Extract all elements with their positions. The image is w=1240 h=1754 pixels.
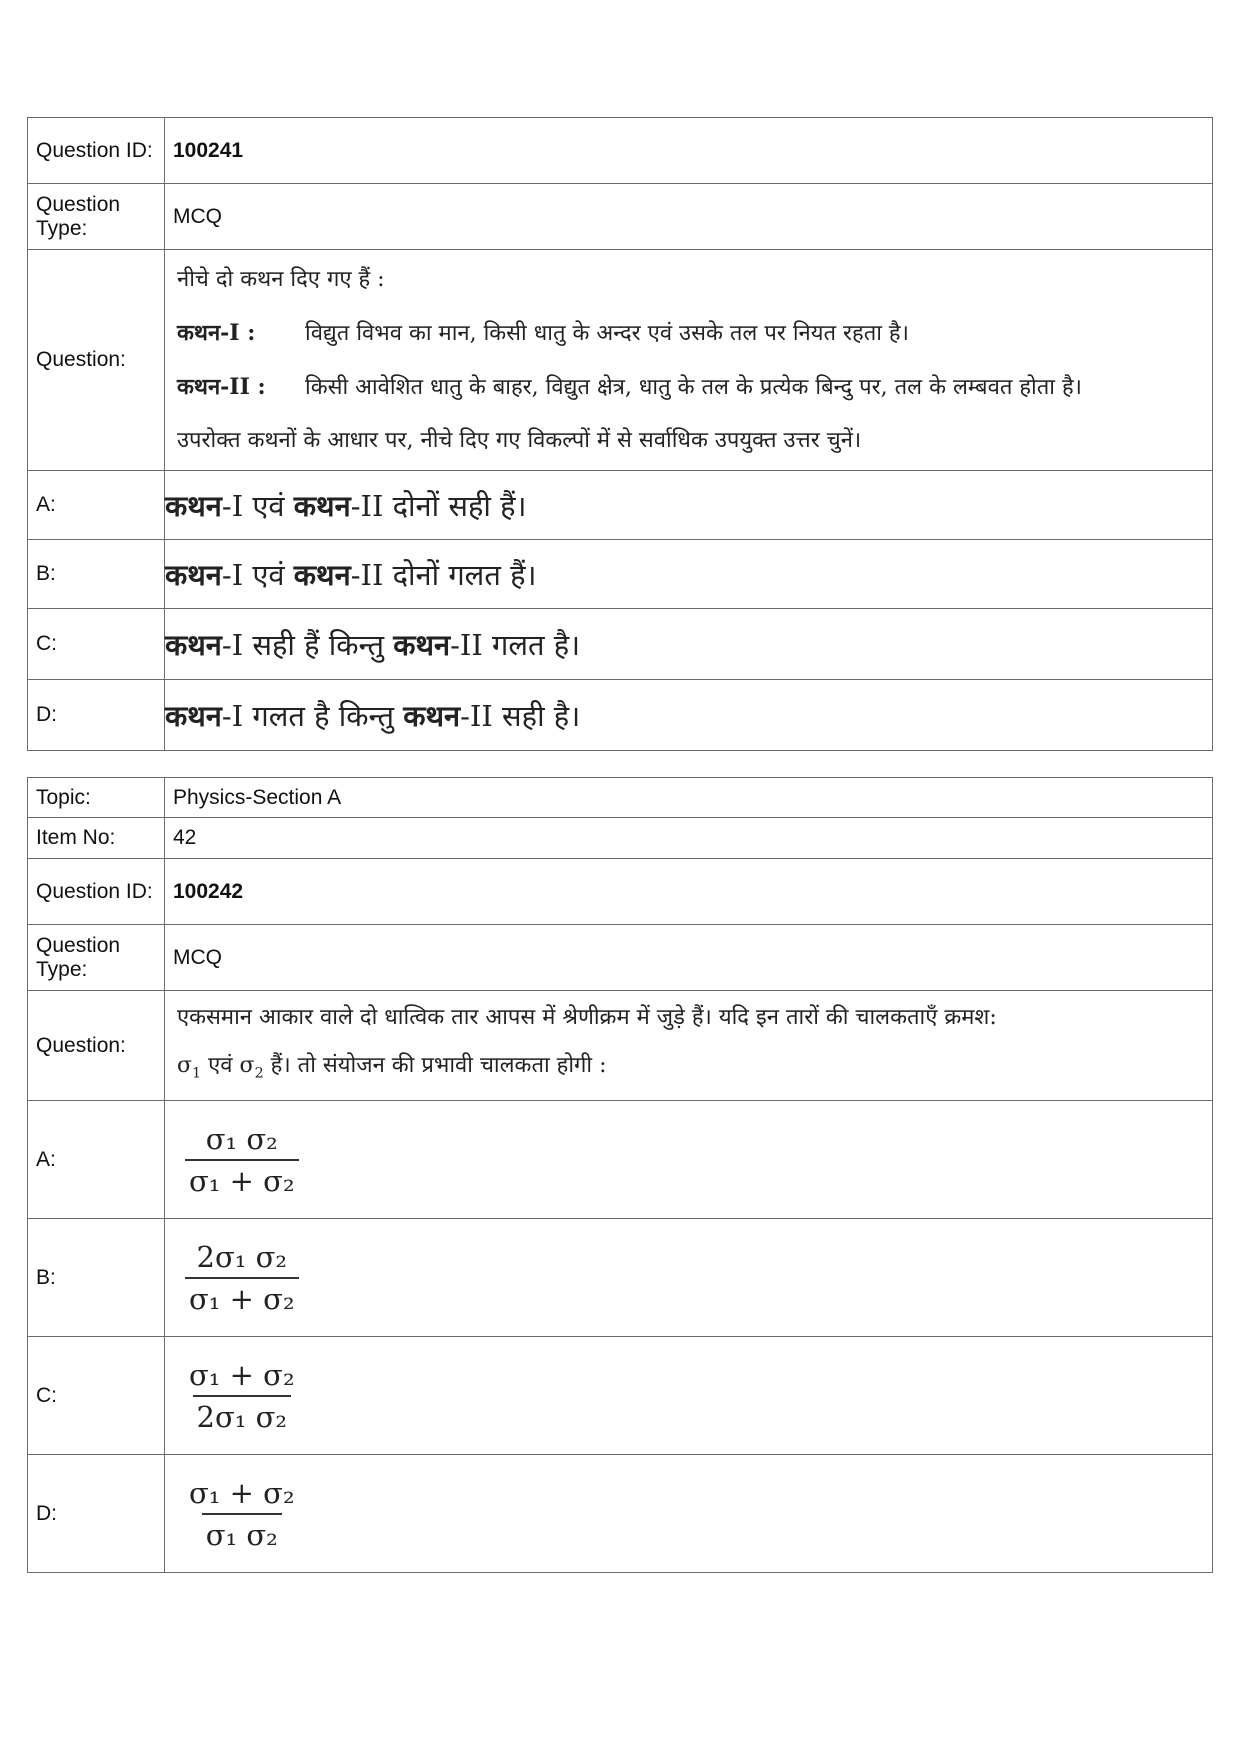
option-a-label: A:: [28, 1101, 165, 1219]
option-d-formula: [165, 1455, 1213, 1573]
option-d-row: [28, 1455, 1213, 1573]
question-type-value: MCQ: [165, 184, 1213, 250]
option-b-row: [28, 540, 1213, 609]
option-c-label: C:: [28, 1337, 165, 1455]
question-intro: नीचे दो कथन दिए गए हैं :: [177, 266, 385, 292]
option-d-row: [28, 680, 1213, 751]
option-b-label: B:: [28, 1219, 165, 1337]
option-c-row: [28, 1337, 1213, 1455]
question-id-label: Question ID:: [28, 859, 165, 925]
question-type-label: Question Type:: [28, 925, 165, 991]
question-line-1: एकसमान आकार वाले दो धात्विक तार आपस में श्रेणीक्रम में जुड़े हैं। यदि इन तारों की चालकताएँ क्रमश:: [177, 1004, 997, 1030]
option-a-formula: [165, 1101, 1213, 1219]
question-type-row: [28, 925, 1213, 991]
question-row: [28, 250, 1213, 471]
option-b-label: B:: [28, 540, 165, 609]
option-b-text: कथन-I एवं कथन-II दोनों गलत हैं।: [165, 540, 1213, 609]
question-line-2: $\sigma_1$ एवं $\sigma_2$ हैं। तो संयोजन की प्रभावी चालकता होगी :: [177, 1052, 607, 1082]
option-c-formula: [165, 1337, 1213, 1455]
statement-2-label: कथन-II :: [177, 373, 266, 400]
statement-1-text: विद्युत विभव का मान, किसी धातु के अन्दर एवं उसके तल पर नियत रहता है।: [305, 320, 909, 346]
question-row: [28, 991, 1213, 1101]
option-c-row: [28, 609, 1213, 680]
option-d-text: कथन-I गलत है किन्तु कथन-II सही है।: [165, 680, 1213, 751]
question-label: Question:: [28, 250, 165, 471]
option-a-row: [28, 1101, 1213, 1219]
option-b-row: [28, 1219, 1213, 1337]
question-table-2: [27, 777, 1213, 1573]
option-b-denominator: σ₁ + σ₂: [185, 1277, 299, 1316]
option-d-numerator: σ₁ + σ₂: [189, 1475, 295, 1510]
question-body: [165, 250, 1213, 471]
question-type-row: [28, 184, 1213, 250]
question-type-value: MCQ: [165, 925, 1213, 991]
question-body: [165, 991, 1213, 1101]
item-no-label: Item No:: [28, 818, 165, 859]
question-type-label: Question Type:: [28, 184, 165, 250]
question-id-value: 100242: [165, 859, 1213, 925]
option-d-label: D:: [28, 1455, 165, 1573]
item-no-value: 42: [165, 818, 1213, 859]
question-table-1: [27, 117, 1213, 751]
option-a-row: [28, 471, 1213, 540]
question-id-value: 100241: [165, 118, 1213, 184]
question-id-row: [28, 118, 1213, 184]
option-c-text: कथन-I सही हैं किन्तु कथन-II गलत है।: [165, 609, 1213, 680]
option-c-numerator: σ₁ + σ₂: [189, 1357, 295, 1392]
topic-value: Physics-Section A: [165, 778, 1213, 818]
statement-2: [177, 374, 1212, 401]
topic-row: [28, 778, 1213, 818]
question-id-label: Question ID:: [28, 118, 165, 184]
option-c-denominator: 2σ₁ σ₂: [193, 1395, 292, 1434]
option-c-label: C:: [28, 609, 165, 680]
option-a-numerator: σ₁ σ₂: [205, 1121, 278, 1156]
option-b-formula: [165, 1219, 1213, 1337]
statement-2-text: किसी आवेशित धातु के बाहर, विद्युत क्षेत्र, धातु के तल के प्रत्येक बिन्दु पर, तल के लम्बवत होता है।: [305, 374, 1082, 400]
topic-label: Topic:: [28, 778, 165, 818]
statement-1: [177, 320, 1212, 347]
option-a-text: कथन-I एवं कथन-II दोनों सही हैं।: [165, 471, 1213, 540]
option-a-denominator: σ₁ + σ₂: [185, 1159, 299, 1198]
question-outro: उपरोक्त कथनों के आधार पर, नीचे दिए गए विकल्पों में से सर्वाधिक उपयुक्त उत्तर चुनें।: [177, 427, 862, 453]
item-no-row: [28, 818, 1213, 859]
option-d-label: D:: [28, 680, 165, 751]
question-id-row: [28, 859, 1213, 925]
question-label: Question:: [28, 991, 165, 1101]
statement-1-label: कथन-I :: [177, 319, 256, 346]
option-b-numerator: 2σ₁ σ₂: [196, 1239, 288, 1274]
option-d-denominator: σ₁ σ₂: [202, 1513, 282, 1552]
option-a-label: A:: [28, 471, 165, 540]
